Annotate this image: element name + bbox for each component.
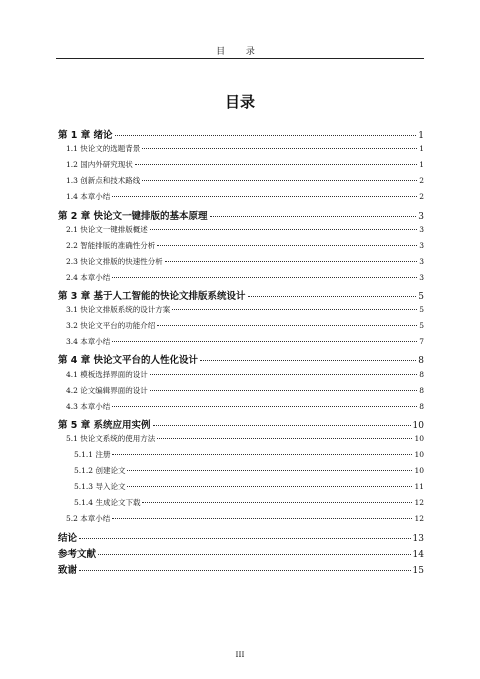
toc-entry-label: 5.1.2 创建论文 (74, 466, 126, 476)
dot-leader (142, 502, 412, 503)
toc-entry-label: 3.1 快论文排版系统的设计方案 (66, 305, 171, 315)
toc-entry[interactable] (58, 304, 424, 320)
dot-leader (98, 554, 411, 555)
toc-entry[interactable] (58, 369, 424, 385)
dot-leader (153, 425, 411, 426)
toc-entry[interactable] (58, 240, 424, 256)
toc-entry[interactable] (58, 385, 424, 401)
toc-entry-label: 4.2 论文编辑界面的设计 (66, 385, 148, 395)
toc-entry[interactable] (58, 288, 424, 304)
toc-entry-label: 1.4 本章小结 (66, 192, 111, 202)
toc-entry-page: 10 (412, 420, 424, 431)
toc-entry-page: 8 (419, 385, 424, 395)
toc-entry-label: 5.1.4 生成论文下载 (74, 498, 141, 508)
dot-leader (112, 196, 417, 197)
dot-leader (157, 438, 412, 439)
toc-entry-page: 12 (414, 514, 424, 524)
toc-entry[interactable] (58, 224, 424, 240)
toc-entry-page: 8 (419, 369, 424, 379)
toc-entry-label: 第 3 章 基于人工智能的快论文排版系统设计 (58, 291, 246, 302)
dot-leader (142, 148, 417, 149)
dot-leader (150, 390, 417, 391)
toc-entry[interactable] (58, 513, 424, 529)
toc-entry-page: 10 (414, 450, 424, 459)
toc-entry-label: 第 1 章 绪论 (58, 130, 113, 141)
toc-entry-page: 8 (419, 401, 424, 411)
toc-entry[interactable] (58, 465, 424, 481)
toc-entry-label: 2.4 本章小结 (66, 272, 111, 282)
toc-entry[interactable] (58, 417, 424, 433)
toc-entry[interactable] (58, 127, 424, 143)
toc-entry[interactable] (58, 401, 424, 417)
toc-title: 目录 (224, 93, 255, 111)
toc-entry-label: 参考文献 (58, 548, 97, 560)
toc-entry-label: 5.1 快论文系统的使用方法 (66, 433, 156, 443)
toc-entry[interactable] (58, 497, 424, 513)
toc-entry-page: 3 (418, 211, 424, 222)
toc-entry-label: 1.1 快论文的选题背景 (66, 144, 141, 154)
toc-entry-page: 1 (419, 160, 424, 170)
toc-entry-label: 5.1.3 导入论文 (74, 482, 126, 492)
toc-entry-page: 7 (419, 337, 424, 347)
toc-entry[interactable] (58, 159, 424, 175)
dot-leader (112, 406, 417, 407)
toc-entry-page: 3 (419, 272, 424, 282)
toc-entry-page: 8 (418, 356, 424, 367)
toc-entry-page: 10 (414, 466, 424, 476)
toc-entry[interactable] (58, 320, 424, 336)
toc-entry-page: 2 (419, 176, 424, 186)
dot-leader (150, 229, 417, 230)
toc-entry-page: 10 (414, 433, 424, 443)
toc-entry-label: 4.3 本章小结 (66, 401, 111, 411)
dot-leader (150, 374, 417, 375)
toc-entry[interactable] (58, 191, 424, 207)
toc-entry-page: 13 (412, 533, 424, 544)
toc-entry[interactable] (58, 256, 424, 272)
toc-entry-page: 1 (419, 144, 424, 154)
toc-entry[interactable] (58, 546, 424, 562)
toc-entry-page: 2 (419, 192, 424, 202)
dot-leader (135, 164, 417, 165)
toc-entry[interactable] (58, 449, 424, 465)
toc-entry-page: 3 (419, 256, 424, 266)
dot-leader (79, 538, 411, 539)
dot-leader (172, 309, 417, 310)
toc-entry-page: 1 (418, 131, 424, 141)
toc-entry-label: 第 2 章 快论文一键排版的基本原理 (58, 210, 208, 222)
toc-entry[interactable] (58, 562, 424, 578)
dot-leader (127, 486, 412, 487)
page-number: III (235, 650, 245, 659)
toc-entry-page: 12 (414, 498, 424, 508)
dot-leader (210, 216, 417, 217)
toc-entry-label: 3.2 快论文平台的功能介绍 (66, 321, 156, 331)
dot-leader (157, 325, 417, 326)
toc-entry-page: 3 (419, 240, 424, 250)
toc-entry[interactable] (58, 336, 424, 352)
dot-leader (112, 277, 417, 278)
toc-entry-label: 2.3 快论文排版的快速性分析 (66, 256, 163, 266)
toc-entry-page: 14 (412, 549, 424, 560)
dot-leader (142, 180, 417, 181)
toc-entry-page: 5 (419, 305, 424, 315)
dot-leader (248, 296, 417, 297)
toc-entry[interactable] (58, 530, 424, 546)
toc-entry[interactable] (58, 433, 424, 449)
dot-leader (79, 570, 411, 571)
dot-leader (112, 454, 412, 455)
dot-leader (127, 470, 412, 471)
dot-leader (112, 341, 417, 342)
toc-entry-page: 5 (418, 292, 424, 302)
header-rule (56, 58, 424, 59)
running-header: 目 录 (216, 47, 264, 57)
toc-entry-page: 15 (412, 565, 424, 576)
toc-entry-label: 2.2 智能排版的准确性分析 (66, 240, 156, 250)
toc-entry[interactable] (58, 352, 424, 368)
toc-entry-label: 1.2 国内外研究现状 (66, 160, 133, 170)
dot-leader (157, 245, 417, 246)
toc-entry-label: 2.1 快论文一键排版概述 (66, 224, 148, 234)
toc-entry[interactable] (58, 481, 424, 497)
dot-leader (112, 518, 412, 519)
toc-entry-label: 5.2 本章小结 (66, 514, 111, 524)
toc-entry-page: 3 (419, 224, 424, 234)
toc-entry[interactable] (58, 143, 424, 159)
toc-entry-label: 1.3 创新点和技术路线 (66, 176, 141, 186)
toc-entry-label: 第 4 章 快论文平台的人性化设计 (58, 355, 199, 367)
toc-entry-page: 5 (419, 321, 424, 331)
toc-entry-label: 致谢 (58, 564, 78, 576)
toc-entry[interactable] (58, 272, 424, 288)
toc-entry-page: 11 (414, 482, 424, 492)
toc-entry-label: 3.4 本章小结 (66, 337, 111, 347)
toc-entry-label: 结论 (58, 532, 78, 544)
toc-entry-label: 5.1.1 注册 (74, 450, 111, 459)
toc-entry-label: 第 5 章 系统应用实例 (58, 419, 151, 431)
toc-entry[interactable] (58, 175, 424, 191)
dot-leader (200, 360, 416, 361)
dot-leader (165, 261, 417, 262)
dot-leader (115, 135, 417, 136)
toc-entry[interactable] (58, 208, 424, 224)
toc-entry-label: 4.1 模板选择界面的设计 (66, 369, 148, 379)
